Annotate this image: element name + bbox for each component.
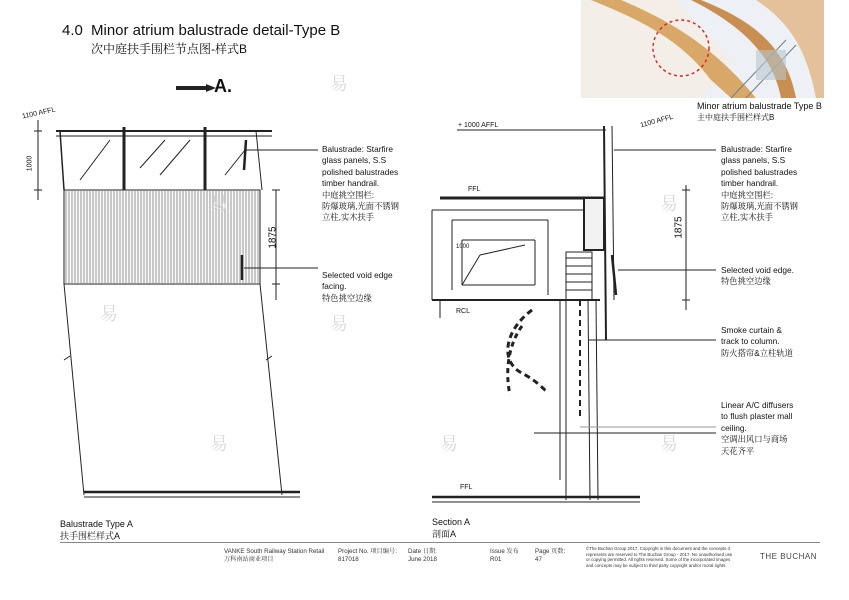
elevation-caption: Balustrade Type A — [60, 519, 133, 529]
elevation-caption-cn: 扶手围栏样式A — [60, 531, 121, 541]
note-smoke-curtain: Smoke curtain & track to column. 防火搭帘&立柱轨道 — [721, 325, 793, 358]
note-void-edge-left: Selected void edge facing. 特色挑空边缘 — [322, 270, 393, 303]
page-label: Page 页数: — [535, 548, 566, 555]
watermark: 易 — [330, 314, 348, 334]
note-balustrade-right: Balustrade: Starfire glass panels, S.S polished balustrades timber handrail. 中庭挑空围栏: 防爆玻璃,光面不锈钢 立柱,实木扶手 — [721, 144, 798, 223]
section-marker: A. — [214, 76, 232, 96]
note-ac-diffusers: Linear A/C diffusers to flush plaster mall ceiling. 空调出风口与商场 天花齐平 — [721, 400, 794, 456]
watermark: 易 — [210, 434, 228, 454]
issue-value: R01 — [490, 556, 502, 563]
watermark: 易 — [330, 74, 348, 94]
title-block-rule — [60, 542, 820, 543]
watermark: 易 — [210, 194, 228, 214]
issue-label: Issue 发布 — [490, 548, 519, 555]
section-caption-cn: 剖面A — [432, 529, 457, 539]
elevation-level-label: 1100 AFFL — [21, 106, 57, 121]
watermark: 易 — [440, 434, 458, 454]
watermark: 易 — [660, 434, 678, 454]
watermark: 易 — [100, 304, 118, 324]
project-no: 817018 — [338, 556, 359, 563]
section-ffl-top: FFL — [468, 186, 481, 193]
section-number: 4.0 — [62, 22, 83, 39]
date-label: Date 日期: — [408, 548, 437, 555]
copyright-notice: ©The Buchan Group 2017. Copyright in this document and the concepts it represents are reserved to The Buchan Group - 2017. No unauthorised use or copying permitted. All rights reserved. Some of the incorporated images and concepts may be subject to third party copyright and/or moral rights. — [586, 546, 733, 568]
note-balustrade-left: Balustrade: Starfire glass panels, S.S polished balustrades timber handrail. 中庭挑空围栏: 防爆玻璃,光面不锈钢 立柱,实木扶手 — [322, 144, 399, 223]
company-logo: THE BUCHAN — [760, 552, 818, 561]
photo-caption: Minor atrium balustrade Type B — [697, 101, 822, 111]
section-caption: Section A — [432, 517, 471, 527]
section-level-1100: 1100 AFFL — [639, 113, 675, 130]
elevation-dim-1000: 1000 — [26, 155, 34, 172]
project-no-label: Project No. 项目编号: — [338, 548, 397, 555]
section-level-top: + 1000 AFFL — [458, 122, 499, 129]
section-dim-1000: 1000 — [456, 244, 470, 250]
section-ffl-bottom: FFL — [460, 484, 473, 491]
section-dim-1875: 1875 — [673, 216, 685, 239]
elevation-dim-1875: 1875 — [267, 226, 279, 249]
page-title-cn: 次中庭扶手围栏节点图-样式B — [91, 42, 248, 56]
date-value: June 2018 — [408, 556, 437, 563]
watermark: 易 — [660, 194, 678, 214]
photo-caption-cn: 主中庭扶手围栏样式B — [697, 113, 775, 122]
project-name-cn: 万科南站商业项目 — [224, 556, 274, 563]
page-value: 47 — [535, 556, 542, 563]
page-title: Minor atrium balustrade detail-Type B — [91, 22, 341, 39]
note-void-edge-right: Selected void edge. 特色挑空边缘 — [721, 265, 794, 287]
project-name: VANKE South Railway Station Retail — [224, 548, 325, 555]
section-rcl: RCL — [456, 308, 471, 315]
